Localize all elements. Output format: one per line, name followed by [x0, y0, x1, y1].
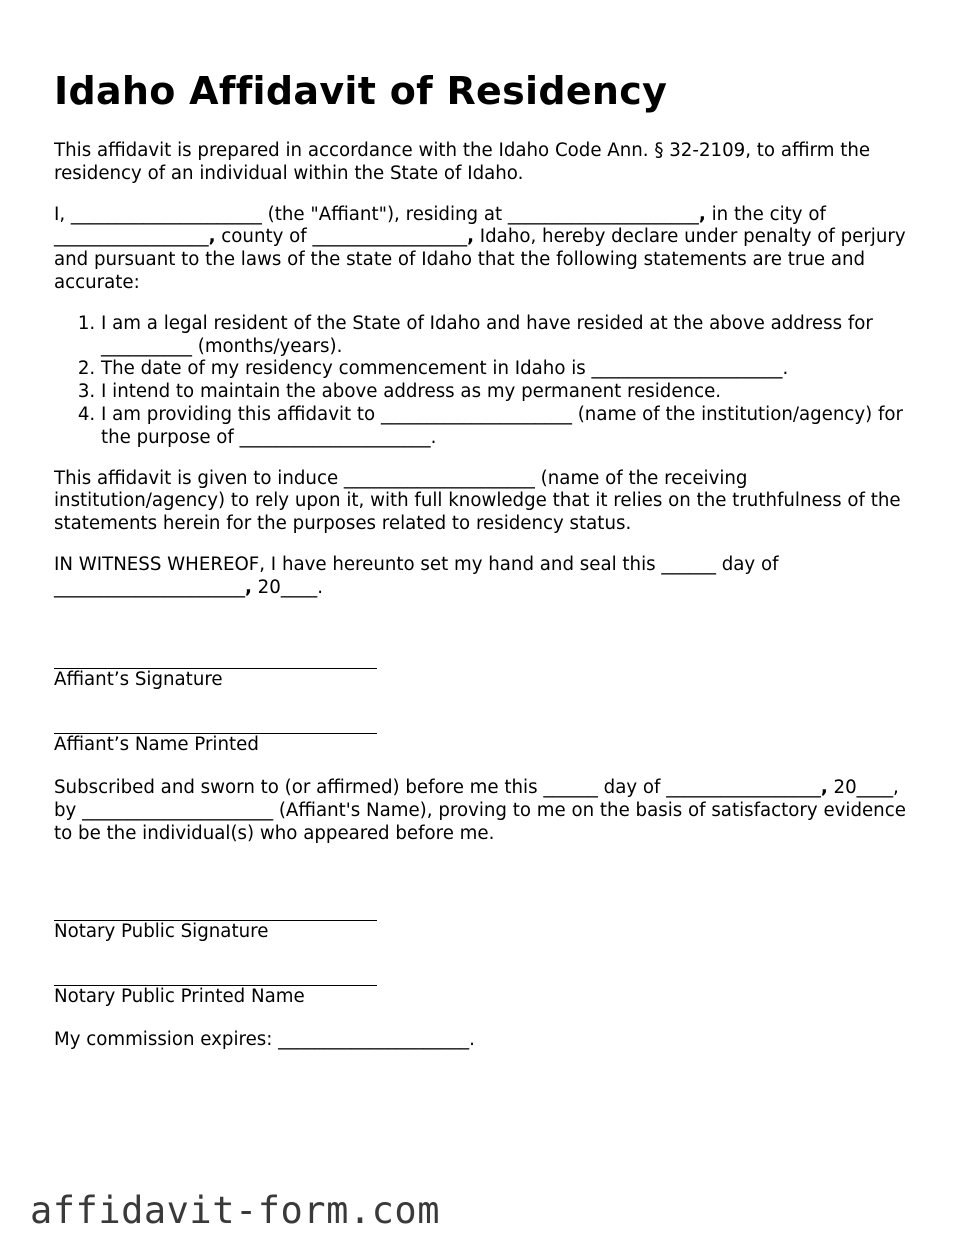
jurat-comma: , — [820, 777, 828, 799]
statement-item: 1. I am a legal resident of the State of Idaho and have resided at the above address for __________ (months/years). — [101, 313, 914, 359]
declaration-paragraph — [54, 204, 914, 295]
affiant-signature-line[interactable] — [54, 650, 377, 669]
affiant-signature-label: Affiant’s Signature — [54, 668, 223, 690]
affiant-name-block — [54, 715, 914, 757]
affiant-name-line[interactable] — [54, 715, 377, 734]
notary-name-block — [54, 967, 914, 1009]
statement-item: 4. I am providing this affidavit to _____________________ (name of the institution/agency) for the purpose of _____________________. — [101, 404, 914, 450]
declaration-part-1: I, _____________________ (the "Affiant"), residing at _____________________ — [54, 203, 699, 225]
statements-list — [54, 313, 914, 450]
affiant-signature-block — [54, 650, 914, 692]
declaration-part-2: in the city of _________________ — [54, 203, 826, 248]
declaration-comma-2: , — [208, 226, 216, 248]
declaration-comma-3: , — [467, 226, 474, 248]
notary-signature-block — [54, 902, 914, 944]
statement-item: 3. I intend to maintain the above address as my permanent residence. — [101, 381, 914, 404]
witness-comma: , — [244, 576, 252, 598]
notary-signature-line[interactable] — [54, 902, 377, 921]
notary-signature-label: Notary Public Signature — [54, 920, 269, 942]
witness-part-2: 20____. — [251, 576, 323, 598]
statement-item: 2. The date of my residency commencement in Idaho is _____________________. — [101, 358, 914, 381]
declaration-comma-1: , — [698, 203, 706, 225]
jurat-part-2: 20____, by _____________________ (Affiant's Name), proving to me on the basis of satisfactory evidence to be the individual(s) who appeared before me. — [54, 777, 906, 844]
witness-paragraph — [54, 554, 914, 600]
affidavit-document — [54, 68, 914, 1070]
notary-name-label: Notary Public Printed Name — [54, 986, 305, 1008]
jurat-paragraph — [54, 777, 914, 845]
notary-name-line[interactable] — [54, 967, 377, 986]
inducement-paragraph: This affidavit is given to induce _____________________ (name of the receiving institution/agency) to rely upon it, with full knowledge that it relies on the truthfulness of the statements herein for the purposes related to residency status. — [54, 467, 901, 535]
declaration-part-3: county of _________________ — [215, 226, 468, 248]
commission-paragraph: My commission expires: _____________________. — [54, 1029, 475, 1051]
jurat-part-1: Subscribed and sworn to (or affirmed) before me this ______ day of _________________ — [54, 777, 821, 799]
intro-paragraph: This affidavit is prepared in accordance with the Idaho Code Ann. § 32-2109, to affirm the residency of an individual within the State of Idaho. — [54, 140, 871, 184]
declaration-part-4: Idaho, hereby declare under penalty of perjury and pursuant to the laws of the state of Idaho that the following statements are true and accurate: — [54, 226, 906, 293]
witness-part-1: IN WITNESS WHEREOF, I have hereunto set my hand and seal this ______ day of _____________________ — [54, 553, 779, 598]
site-watermark: affidavit-form.com — [30, 1189, 440, 1232]
document-title: Idaho Affidavit of Residency — [54, 69, 668, 113]
affiant-name-label: Affiant’s Name Printed — [54, 734, 259, 756]
